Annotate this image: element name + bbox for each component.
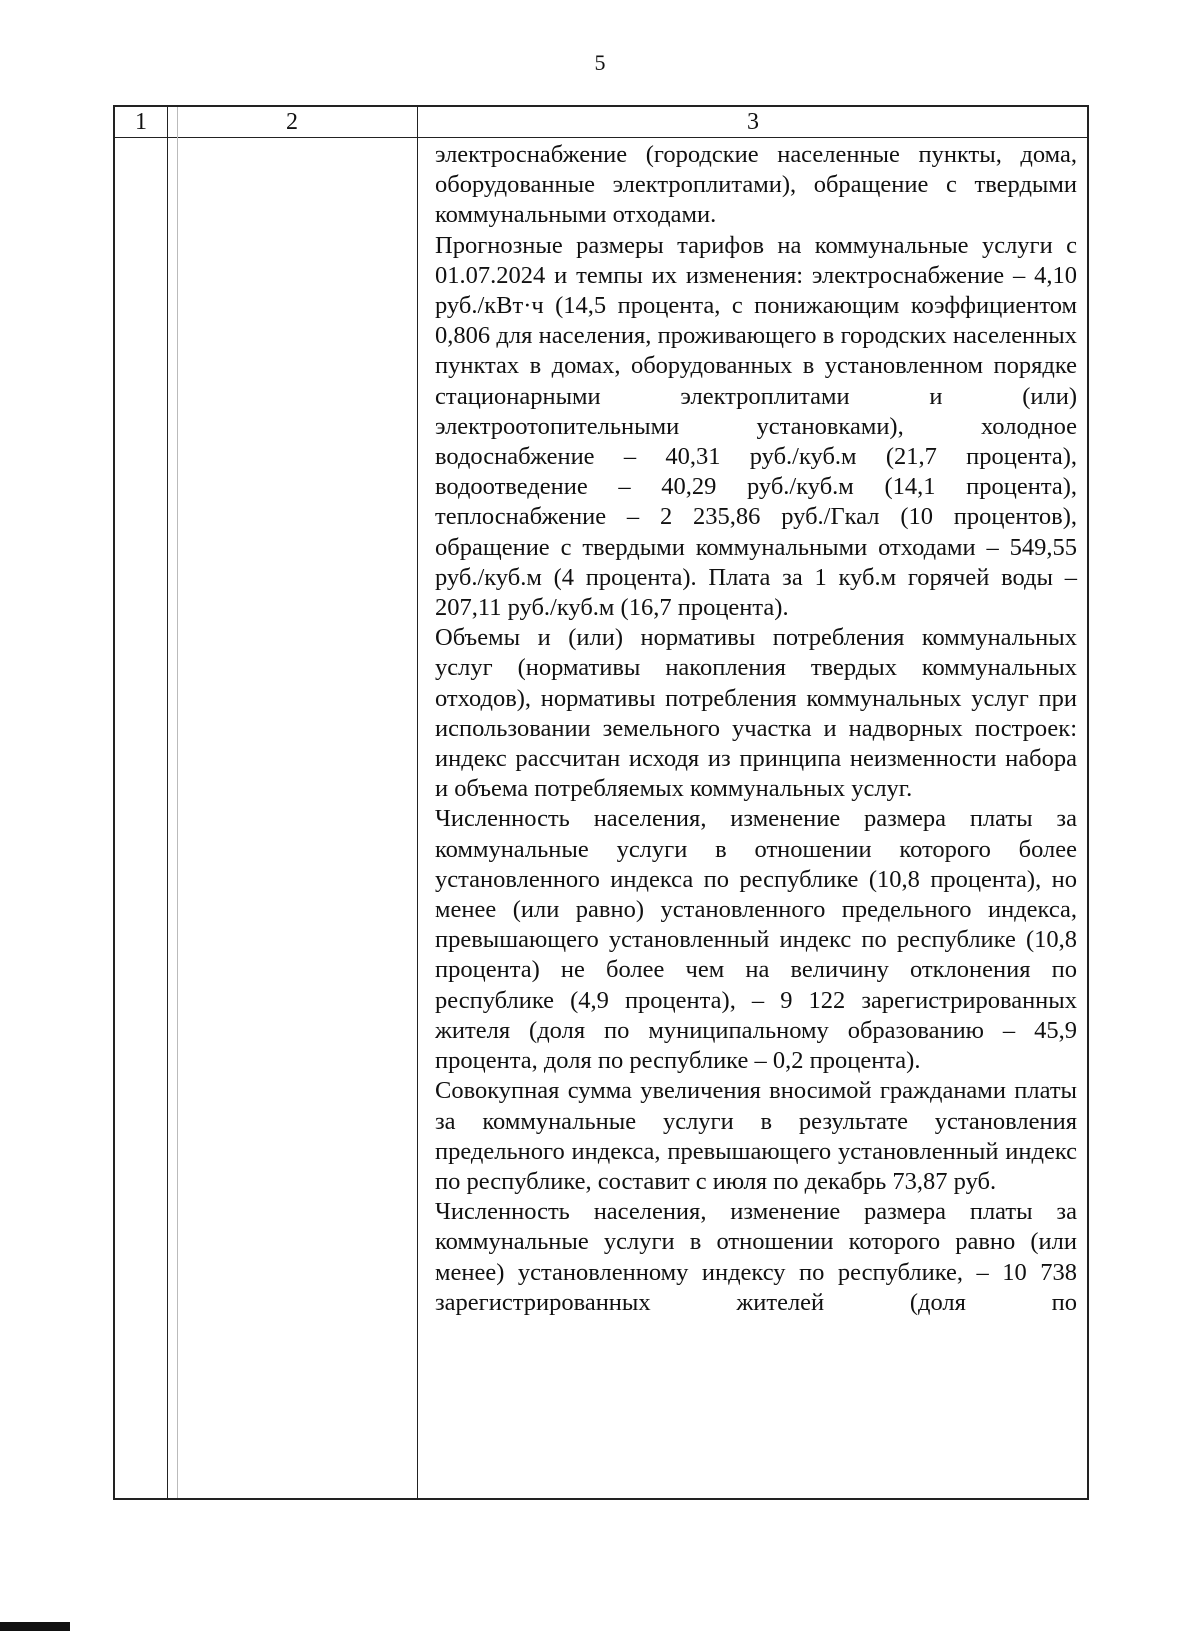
paragraph-population-above-index: Численность населения, изменение размера платы за коммунальные услуги в отношении которого более установленного индекса по республике (10,8 процента), но менее (или равно) установленного предельного индекса, превышающего установленный индекс по республике (10,8 процента) не более чем на величину отклонения по республике (4,9 процента), – 9 122 зарегистрированных жителя (доля по муниципальному образованию – 45,9 процента, доля по республике – 0,2 процента).: [435, 805, 1077, 1075]
column-divider-1: [167, 107, 168, 1498]
column-header-1: 1: [135, 109, 147, 135]
header-divider: [115, 137, 1087, 138]
paragraph-tariffs: Прогнозные размеры тарифов на коммунальные услуги с 01.07.2024 и темпы их изменения: электроснабжение – 4,10 руб./кВт·ч (14,5 процента, с понижающим коэффициентом 0,806 для населения, проживающего в городских населенных пунктах в домах, оборудованных в установленном порядке стационарными электроплитами и (или) электроотопительными установками), холодное водоснабжение – 40,31 руб./куб.м (21,7 процента), водоотведение – 40,29 руб./куб.м (14,1 процента), теплоснабжение – 2 235,86 руб./Гкал (10 процентов), обращение с твердыми коммунальными отходами – 549,55 руб./куб.м (4 процента). Плата за 1 куб.м горячей воды – 207,11 руб./куб.м (16,7 процента).: [435, 231, 1077, 622]
column-header-3: 3: [747, 109, 759, 135]
document-table: [113, 105, 1089, 1500]
column-divider-2: [417, 107, 418, 1498]
page-number: 5: [594, 50, 606, 75]
scan-edge-mark: [0, 1622, 70, 1631]
column-divider-1-shadow: [177, 107, 178, 1498]
paragraph-population-below-index: Численность населения, изменение размера платы за коммунальные услуги в отношении которого равно (или менее) установленному индексу по республике, – 10 738 зарегистрированных жителей (доля по: [435, 1198, 1077, 1316]
column-header-2: 2: [286, 109, 298, 135]
paragraph-utilities-list: электроснабжение (городские населенные пункты, дома, оборудованные электроплитами), обращение с твердыми коммунальными отходами.: [435, 141, 1077, 229]
paragraph-consumption-norms: Объемы и (или) нормативы потребления коммунальных услуг (нормативы накопления твердых коммунальных отходов), нормативы потребления коммунальных услуг при использовании земельного участка и надворных построек: индекс рассчитан исходя из принципа неизменности набора и объема потребляемых коммунальных услуг.: [435, 624, 1077, 803]
column-3-text: [435, 140, 1077, 1318]
paragraph-total-increase: Совокупная сумма увеличения вносимой гражданами платы за коммунальные услуги в результате установления предельного индекса, превышающего установленный индекс по республике, составит с июля по декабрь 73,87 руб.: [435, 1077, 1077, 1195]
